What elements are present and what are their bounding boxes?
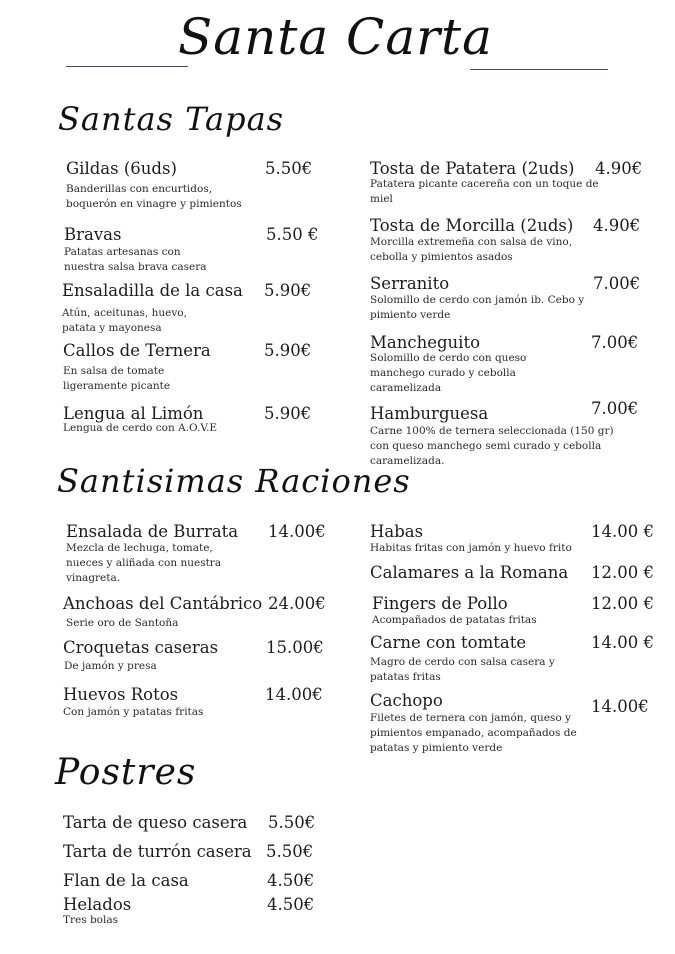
page-title: Santa Carta [178,8,493,66]
racion-name: Fingers de Pollo [372,594,508,613]
racion-price: 14.00€ [265,685,323,704]
tapa-desc: Morcilla extremeña con salsa de vino, cebolla y pimientos asados [370,236,573,263]
tapa-name: Mancheguito [370,333,481,352]
racion-desc: Habitas fritas con jamón y huevo frito [370,542,572,554]
postre-name: Flan de la casa [63,871,189,890]
tapa-price: 7.00€ [591,399,639,418]
tapa-name: Serranito [370,274,450,293]
racion-price: 14.00€ [268,522,326,541]
postre-price: 4.50€ [267,895,315,914]
racion-desc: De jamón y presa [64,660,157,672]
tapa-name: Ensaladilla de la casa [62,281,243,300]
racion-price: 14.00€ [591,697,649,716]
racion-price: 24.00€ [268,594,326,613]
tapa-price: 7.00€ [593,274,641,293]
racion-name: Huevos Rotos [63,685,179,704]
tapa-desc: Banderillas con encurtidos, boquerón en vinagre y pimientos [66,183,242,210]
tapa-price: 4.90€ [593,216,641,235]
tapa-name: Gildas (6uds) [66,159,177,178]
section-title-tapas: Santas Tapas [58,100,285,138]
racion-name: Calamares a la Romana [370,563,569,582]
tapa-name: Tosta de Morcilla (2uds) [370,216,574,235]
postre-price: 5.50€ [268,813,316,832]
racion-price: 12.00 € [591,594,654,613]
racion-price: 12.00 € [591,563,654,582]
racion-desc: Filetes de ternera con jamón, queso y pimientos empanado, acompañados de patatas y pimiento verde [370,712,577,754]
tapa-desc: Atún, aceitunas, huevo, patata y mayonesa [62,307,187,334]
racion-name: Croquetas caseras [63,638,219,657]
racion-name: Cachopo [370,691,443,710]
racion-desc: Con jamón y patatas fritas [63,706,204,718]
tapa-desc: En salsa de tomate ligeramente picante [63,365,171,392]
postre-price: 4.50€ [267,871,315,890]
tapa-price: 4.90€ [595,159,643,178]
postre-price: 5.50€ [266,842,314,861]
racion-desc: Magro de cerdo con salsa casera y patatas fritas [370,656,555,683]
postre-desc: Tres bolas [63,914,119,926]
section-title-raciones: Santisimas Raciones [57,462,411,500]
tapa-name: Hamburguesa [370,404,489,423]
tapa-price: 5.50€ [265,159,313,178]
racion-name: Anchoas del Cantábrico [63,594,263,613]
racion-price: 14.00 € [591,522,654,541]
racion-name: Habas [370,522,424,541]
racion-desc: Mezcla de lechuga, tomate, nueces y aliñada con nuestra vinagreta. [66,542,222,584]
tapa-name: Lengua al Limón [63,404,204,423]
tapa-desc: Patatas artesanas con nuestra salsa brava casera [64,246,207,273]
tapa-price: 5.90€ [264,404,312,423]
tapa-price: 5.50 € [266,225,319,244]
title-rule-left [66,66,188,67]
postre-name: Tarta de queso casera [63,813,248,832]
tapa-name: Callos de Ternera [63,341,211,360]
tapa-desc: Patatera picante cacereña con un toque de miel [370,178,599,205]
postre-name: Helados [63,895,132,914]
tapa-price: 5.90€ [264,341,312,360]
racion-name: Carne con tomtate [370,633,527,652]
tapa-desc: Solomillo de cerdo con jamón ib. Cebo y pimiento verde [370,294,585,321]
postre-name: Tarta de turrón casera [63,842,252,861]
racion-price: 15.00€ [266,638,324,657]
tapa-name: Tosta de Patatera (2uds) [370,159,575,178]
tapa-price: 5.90€ [264,281,312,300]
title-rule-right [470,69,608,70]
tapa-desc: Carne 100% de ternera seleccionada (150 gr) con queso manchego semi curado y cebolla caramelizada. [370,425,614,467]
tapa-desc: Lengua de cerdo con A.O.V.E [63,422,218,434]
racion-desc: Acompañados de patatas fritas [372,614,537,626]
racion-desc: Serie oro de Santoña [66,617,179,629]
racion-name: Ensalada de Burrata [66,522,239,541]
tapa-price: 7.00€ [591,333,639,352]
racion-price: 14.00 € [591,633,654,652]
section-title-postres: Postres [55,752,197,793]
tapa-desc: Solomillo de cerdo con queso manchego curado y cebolla caramelizada [370,352,527,394]
tapa-name: Bravas [64,225,122,244]
